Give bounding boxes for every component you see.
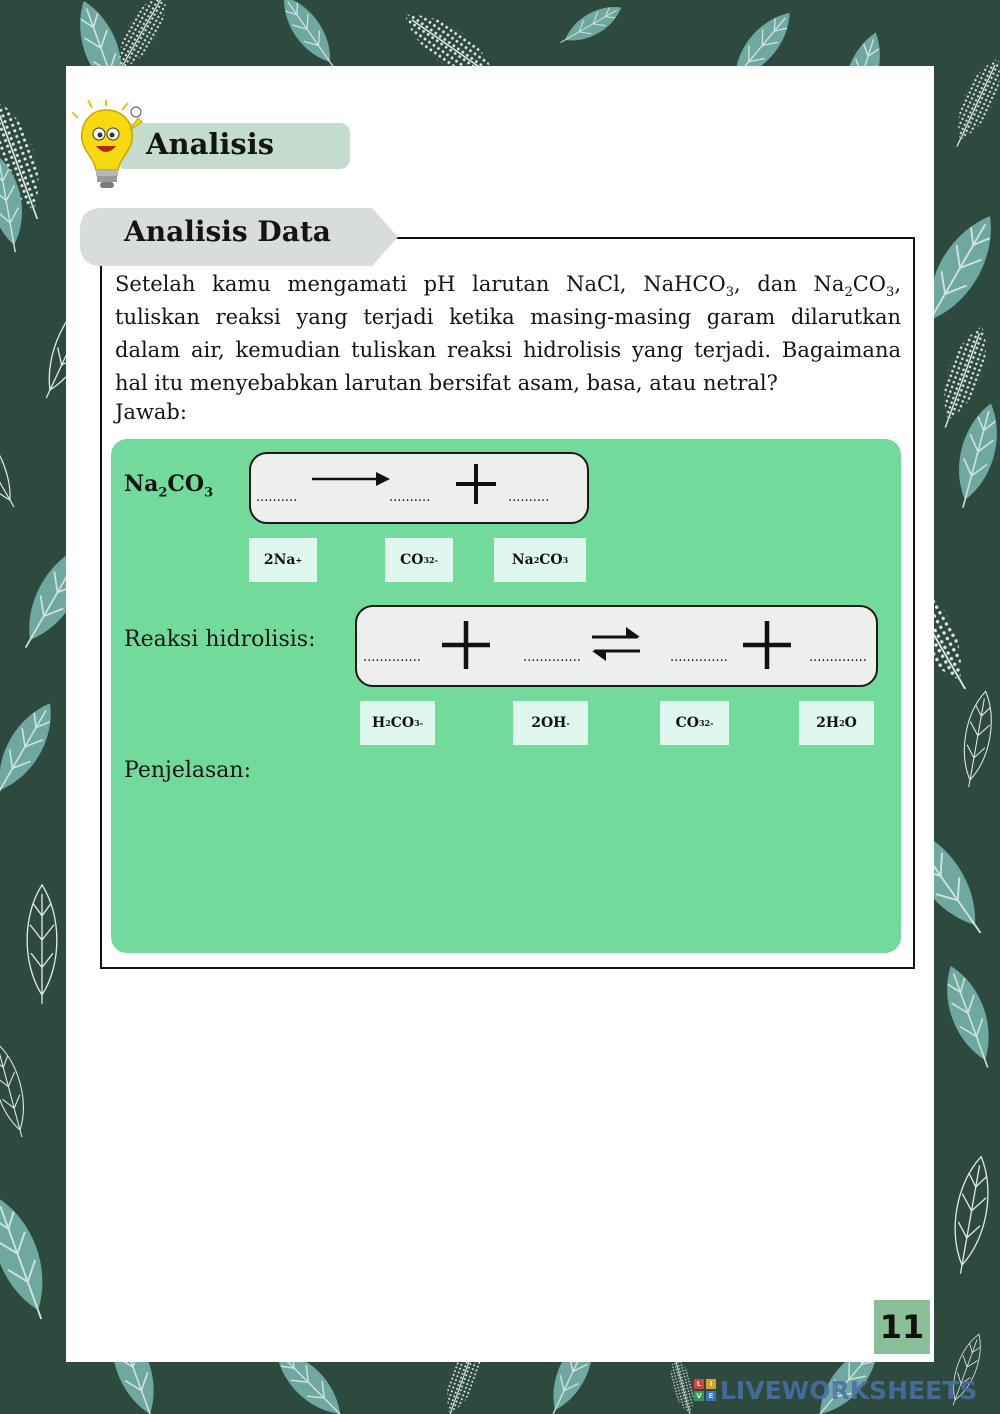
chip-text: Na: [511, 552, 534, 568]
instruction-text-part: , dan Na: [733, 272, 845, 296]
logo-letter: E: [706, 1391, 716, 1401]
lightbulb-mascot-icon: [72, 100, 144, 192]
section-title: Analisis Data: [124, 215, 331, 248]
subscript: 3: [423, 555, 430, 565]
logo-letter: L: [694, 1379, 704, 1389]
superscript: -: [419, 718, 424, 728]
answer-chip-h2co3[interactable]: [360, 701, 435, 745]
superscript: 2-: [429, 555, 438, 565]
hydrolysis-drop-slot-4[interactable]: ..............: [809, 650, 867, 665]
subscript: 3: [414, 718, 420, 728]
answer-chip-2oh[interactable]: [513, 701, 588, 745]
subscript: 2: [533, 555, 540, 565]
hydrolysis-drop-slot-3[interactable]: ..............: [670, 650, 728, 665]
watermark-logo-icon: [694, 1379, 716, 1401]
formula-part: CO: [167, 471, 205, 497]
subscript: 2: [844, 285, 853, 301]
chip-text: 2OH: [531, 715, 567, 731]
explanation-label: Penjelasan:: [124, 758, 251, 783]
logo-letter: I: [706, 1379, 716, 1389]
instruction-text-part: Setelah kamu mengamati pH larutan NaCl, NaHCO: [115, 272, 726, 296]
plus-icon: [454, 462, 498, 506]
chip-text: CO: [400, 552, 424, 568]
chip-text: CO: [675, 715, 699, 731]
superscript: +: [295, 555, 303, 565]
dissociation-salt-label: [124, 471, 213, 500]
instruction-text-part: , tuliskan reaksi yang terjadi ketika masing-masing garam dilarutkan dalam air, kemudian tuliskan reaksi hidrolisis yang terjadi. Bagaimana hal itu menyebabkan larutan bersifat asam, basa, atau netral?: [115, 272, 901, 395]
chip-text: 2H: [816, 715, 840, 731]
answer-label: Jawab:: [115, 400, 187, 424]
hydrolysis-drop-slot-1[interactable]: ..............: [363, 650, 421, 665]
answer-chip-co3[interactable]: [660, 701, 729, 745]
reaction-arrow-icon: [310, 468, 392, 490]
subscript: 3: [725, 285, 734, 301]
page-number-badge: 11: [874, 1300, 930, 1354]
subscript: 3: [886, 285, 895, 301]
answer-chip-co3[interactable]: [385, 538, 453, 582]
subscript: 2: [839, 718, 845, 728]
page-title: Analisis: [146, 127, 275, 161]
dissociation-equation-box: [249, 452, 589, 524]
plus-icon: [741, 619, 793, 671]
chip-text: 2Na: [263, 552, 296, 568]
dissociation-drop-slot-1[interactable]: ..........: [256, 490, 298, 505]
subscript: 3: [698, 718, 705, 728]
instruction-text-part: CO: [852, 272, 887, 296]
dissociation-drop-slot-2[interactable]: ..........: [389, 490, 431, 505]
superscript: -: [566, 718, 570, 728]
logo-letter: V: [694, 1391, 704, 1401]
answer-chip-2h2o[interactable]: [799, 701, 874, 745]
answer-chip-na2co3[interactable]: [494, 538, 586, 582]
watermark-text: LIVEWORKSHEETS: [720, 1375, 978, 1405]
hydrolysis-label: Reaksi hidrolisis:: [124, 627, 316, 652]
subscript: 2: [158, 485, 168, 501]
watermark: [694, 1374, 977, 1406]
subscript: 3: [204, 485, 214, 501]
chip-text: CO: [390, 715, 415, 731]
dissociation-drop-slot-3[interactable]: ..........: [508, 490, 550, 505]
hydrolysis-drop-slot-2[interactable]: ..............: [523, 650, 581, 665]
chip-text: O: [844, 715, 857, 731]
superscript: 2-: [704, 718, 714, 728]
instruction-text: [115, 268, 901, 400]
plus-icon: [440, 619, 492, 671]
subscript: 3: [562, 555, 569, 565]
chip-text: CO: [539, 552, 563, 568]
subscript: 2: [385, 718, 391, 728]
chip-text: H: [371, 715, 386, 731]
equilibrium-arrow-icon: [590, 623, 642, 665]
answer-chip-2na[interactable]: [249, 538, 317, 582]
formula-part: Na: [124, 471, 159, 497]
